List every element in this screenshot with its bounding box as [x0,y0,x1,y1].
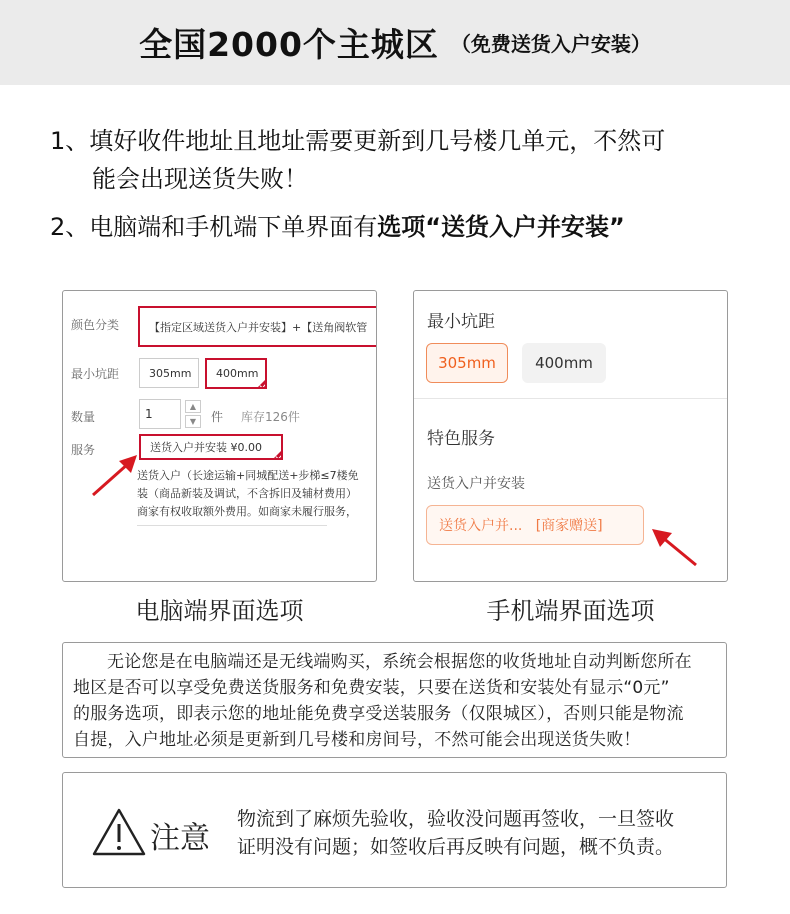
service-description-line: 装（商品新装及调试，不含拆旧及辅材费用） [137,487,357,500]
notice-line: 的服务选项，即表示您的地址能免费享受送装服务（仅限城区），否则只能是物流 [73,704,684,724]
warning-text [237,805,707,861]
stock-count: 库存126件 [241,410,300,424]
pit-option-400[interactable] [205,358,267,389]
warning-label: 注意 [150,821,210,856]
pit-option-400-label: 400mm [216,367,259,380]
mobile-screenshot-panel [413,290,728,582]
notice-line: 自提，入户地址必须是更新到几号楼和房间号，不然可能会出现送货失败！ [73,730,641,750]
service-option-label: 送货入户并安装 ¥0.00 [150,441,262,454]
mobile-caption: 手机端界面选项 [486,597,655,625]
warning-box [62,772,727,888]
instruction-2 [50,208,625,246]
mobile-feature-title: 特色服务 [427,429,495,449]
warning-line: 物流到了麻烦先验收，验收没问题再签收，一旦签收 [237,808,675,830]
quantity-label: 数量 [71,410,96,424]
header-title: 全国2000个主城区 [139,25,439,64]
quantity-value: 1 [145,407,153,421]
min-pit-label: 最小坑距 [71,367,120,381]
pointer-arrow-icon [89,451,141,499]
instruction-2-highlight: 选项“送货入户并安装” [377,213,625,241]
instruction-1 [50,122,665,198]
instruction-2-prefix: 2、电脑端和手机端下单界面有 [50,213,378,241]
pc-caption: 电脑端界面选项 [135,597,304,625]
mobile-pit-title: 最小坑距 [427,312,495,332]
notice-line: 地区是否可以享受免费送货服务和免费安装，只要在送货和安装处有显示“0元” [73,678,670,698]
mobile-service-option[interactable] [426,505,644,545]
service-description-line: 送货入户（长途运输+同城配送+步梯≤7楼免 [137,469,359,482]
pc-screenshot-panel [62,290,377,582]
delivery-notice [62,642,727,758]
service-option[interactable] [139,434,283,460]
divider [414,398,727,399]
warning-triangle-icon [91,807,147,857]
instruction-1-line-b: 能会出现送货失败！ [92,165,308,193]
instruction-1-line-a: 1、填好收件地址且地址需要更新到几号楼几单元，不然可 [50,127,666,155]
mobile-pit-option-400[interactable] [522,343,606,383]
mobile-pit-option-305-label: 305mm [438,354,496,372]
quantity-unit: 件 [211,410,224,424]
pit-option-305[interactable] [139,358,199,388]
header-subtitle: （免费送货入户安装） [450,32,651,56]
service-description-line: 商家有权收取额外费用。如商家未履行服务， [137,505,357,518]
mobile-service-name: 送货入户并安装 [427,476,525,492]
quantity-input[interactable] [139,399,181,429]
service-label: 服务 [71,443,96,457]
mobile-pit-option-400-label: 400mm [535,354,593,372]
pit-option-305-label: 305mm [149,366,192,380]
service-description [137,467,377,521]
selected-check-icon [273,450,282,459]
color-category-option[interactable] [138,306,377,347]
color-category-label: 颜色分类 [71,318,120,332]
pointer-arrow-icon [650,525,700,569]
notice-line: 无论您是在电脑端还是无线端购买，系统会根据您的收货地址自动判断您所在 [107,652,692,672]
divider [137,525,327,526]
mobile-service-option-label: 送货入户并... [商家赠送] [439,518,603,534]
color-category-value: 【指定区域送货入户并安装】+【送角阀软管 [149,320,368,334]
mobile-pit-option-305[interactable] [426,343,508,383]
selected-check-icon [257,379,266,388]
header-banner [0,0,790,85]
warning-line: 证明没有问题；如签收后再反映有问题，概不负责。 [237,836,675,858]
quantity-decrease-button[interactable]: ▼ [185,415,201,428]
quantity-increase-button[interactable]: ▲ [185,400,201,413]
